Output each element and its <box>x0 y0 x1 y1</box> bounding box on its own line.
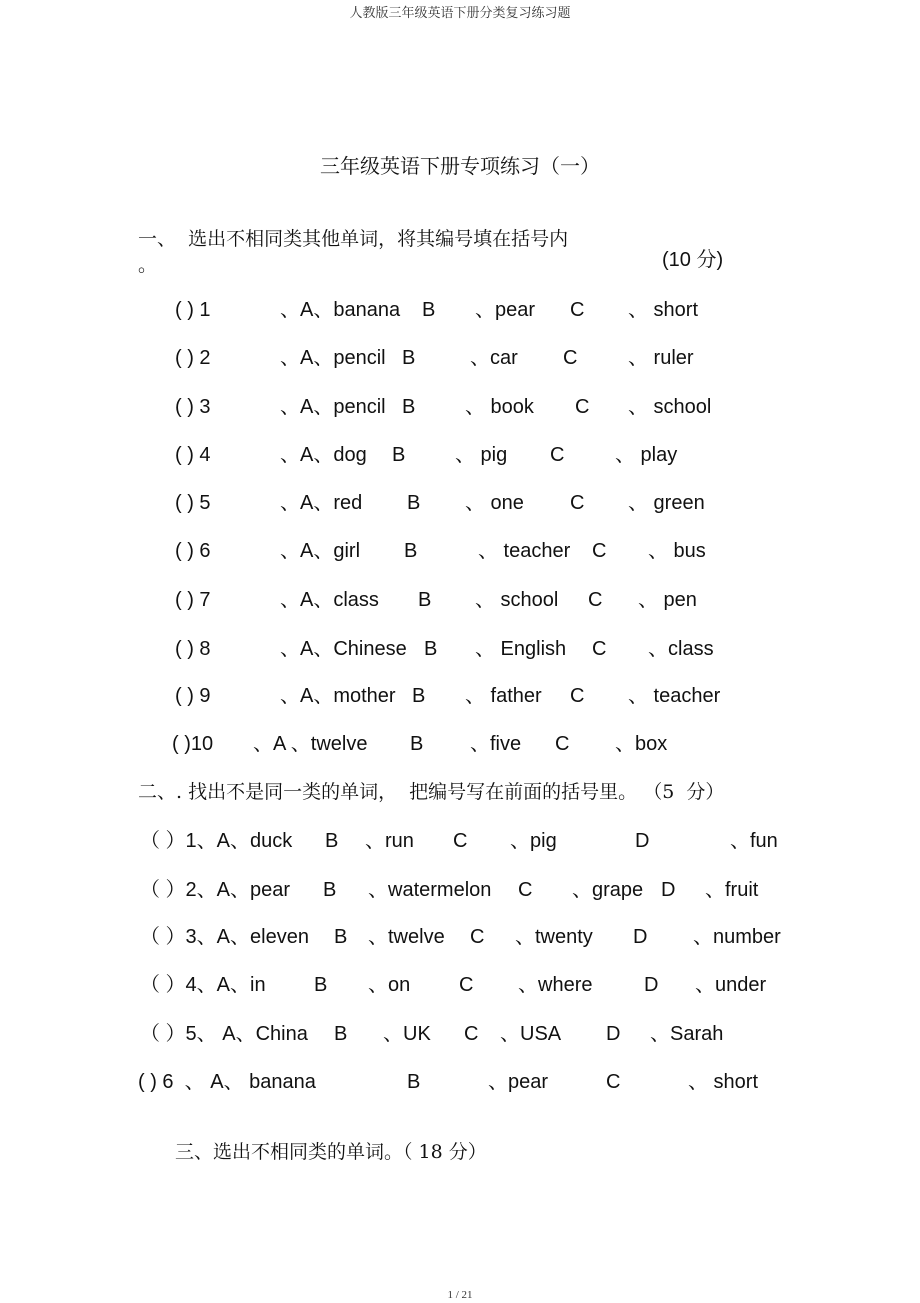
option-text: 、number <box>693 926 781 948</box>
option-text: 、 book <box>465 396 534 418</box>
option-text: 、USA <box>500 1023 562 1045</box>
section1-heading: 一、 选出不相同类其他单词，将其编号填在括号内 <box>138 228 569 250</box>
question-number: （ ）5、 A、China <box>140 1023 308 1045</box>
option-text: 、A、girl <box>280 540 361 562</box>
option-text: 、 school <box>628 396 712 418</box>
option-text: 、 school <box>475 589 559 611</box>
option-text: B <box>424 638 438 660</box>
option-text: 、 play <box>615 444 678 466</box>
option-text: B <box>404 540 418 562</box>
option-text: 、A、class <box>280 589 379 611</box>
section1-heading-tail: 。 <box>138 254 158 276</box>
option-text: 、 bus <box>648 540 706 562</box>
option-text: D <box>661 879 676 901</box>
question-number: （ ）3、A、eleven <box>140 926 309 948</box>
option-text: B <box>402 347 416 369</box>
option-text: 、pear <box>475 299 536 321</box>
option-text: 、class <box>648 638 714 660</box>
option-text: 、UK <box>383 1023 431 1045</box>
question-number: ( ) 1 <box>175 299 211 321</box>
option-text: C <box>592 540 607 562</box>
question-number: ( ) 6 <box>175 540 211 562</box>
option-text: C <box>592 638 607 660</box>
option-text: D <box>635 830 650 852</box>
option-text: B <box>412 685 426 707</box>
option-text: C <box>588 589 603 611</box>
option-text: 、A、pencil <box>280 396 386 418</box>
option-text: 、 pig <box>455 444 508 466</box>
page-title: 三年级英语下册专项练习（一） <box>320 154 600 178</box>
option-text: D <box>606 1023 621 1045</box>
option-text: C <box>518 879 533 901</box>
section1-score: (10 分) <box>662 249 724 271</box>
question-number: ( )10 <box>172 733 214 755</box>
question-number: ( ) 6 、 A、 banana <box>138 1071 316 1093</box>
option-text: B <box>334 1023 348 1045</box>
option-text: D <box>633 926 648 948</box>
question-number: （ ）4、A、in <box>140 974 266 996</box>
option-text: 、A、red <box>280 492 363 514</box>
option-text: C <box>459 974 474 996</box>
option-text: B <box>422 299 436 321</box>
option-text: 、 ruler <box>628 347 694 369</box>
option-text: C <box>563 347 578 369</box>
option-text: 、A、dog <box>280 444 367 466</box>
option-text: 、pig <box>510 830 557 852</box>
question-number: ( ) 3 <box>175 396 211 418</box>
option-text: C <box>550 444 565 466</box>
option-text: B <box>407 492 421 514</box>
question-number: ( ) 8 <box>175 638 211 660</box>
option-text: 、 father <box>465 685 542 707</box>
option-text: 、fruit <box>705 879 759 901</box>
option-text: 、A、Chinese <box>280 638 407 660</box>
option-text: C <box>570 299 585 321</box>
option-text: C <box>570 685 585 707</box>
option-text: 、under <box>695 974 767 996</box>
option-text: 、A、pencil <box>280 347 386 369</box>
option-text: C <box>555 733 570 755</box>
section3-heading: 三、选出不相同类的单词。（ 18 分） <box>175 1141 487 1163</box>
question-number: （ ）2、A、pear <box>140 879 291 901</box>
option-text: 、A、banana <box>280 299 401 321</box>
option-text: 、 teacher <box>628 685 721 707</box>
page-number: 1 / 21 <box>447 1289 473 1301</box>
option-text: 、grape <box>572 879 644 901</box>
option-text: B <box>314 974 328 996</box>
option-text: B <box>325 830 339 852</box>
option-text: C <box>575 396 590 418</box>
option-text: 、 green <box>628 492 705 514</box>
option-text: 、five <box>470 733 522 755</box>
option-text: 、 pen <box>638 589 697 611</box>
option-text: C <box>606 1071 621 1093</box>
option-text: 、 short <box>628 299 699 321</box>
option-text: 、box <box>615 733 668 755</box>
option-text: C <box>464 1023 479 1045</box>
question-number: ( ) 2 <box>175 347 211 369</box>
option-text: 、twelve <box>368 926 445 948</box>
option-text: 、 one <box>465 492 524 514</box>
option-text: 、watermelon <box>368 879 492 901</box>
option-text: 、 short <box>688 1071 759 1093</box>
option-text: 、run <box>365 830 414 852</box>
option-text: B <box>418 589 432 611</box>
option-text: C <box>453 830 468 852</box>
option-text: B <box>392 444 406 466</box>
option-text: B <box>323 879 337 901</box>
option-text: B <box>334 926 348 948</box>
option-text: 、where <box>518 974 593 996</box>
option-text: 、A、mother <box>280 685 396 707</box>
option-text: B <box>407 1071 421 1093</box>
option-text: 、 English <box>475 638 567 660</box>
option-text: D <box>644 974 659 996</box>
option-text: 、on <box>368 974 411 996</box>
option-text: 、twenty <box>515 926 593 948</box>
page-header: 人教版三年级英语下册分类复习练习题 <box>349 6 571 21</box>
option-text: 、A 、twelve <box>253 733 368 755</box>
option-text: C <box>570 492 585 514</box>
option-text: B <box>402 396 416 418</box>
question-number: ( ) 4 <box>175 444 211 466</box>
option-text: 、fun <box>730 830 778 852</box>
option-text: 、car <box>470 347 518 369</box>
section2-heading: 二、. 找出不是同一类的单词， 把编号写在前面的括号里。 （5 分） <box>138 781 725 803</box>
question-number: （ ）1、A、duck <box>140 830 293 852</box>
option-text: 、 teacher <box>478 540 571 562</box>
question-number: ( ) 5 <box>175 492 211 514</box>
option-text: B <box>410 733 424 755</box>
question-number: ( ) 9 <box>175 685 211 707</box>
option-text: 、pear <box>488 1071 549 1093</box>
option-text: C <box>470 926 485 948</box>
question-number: ( ) 7 <box>175 589 211 611</box>
option-text: 、Sarah <box>650 1023 724 1045</box>
